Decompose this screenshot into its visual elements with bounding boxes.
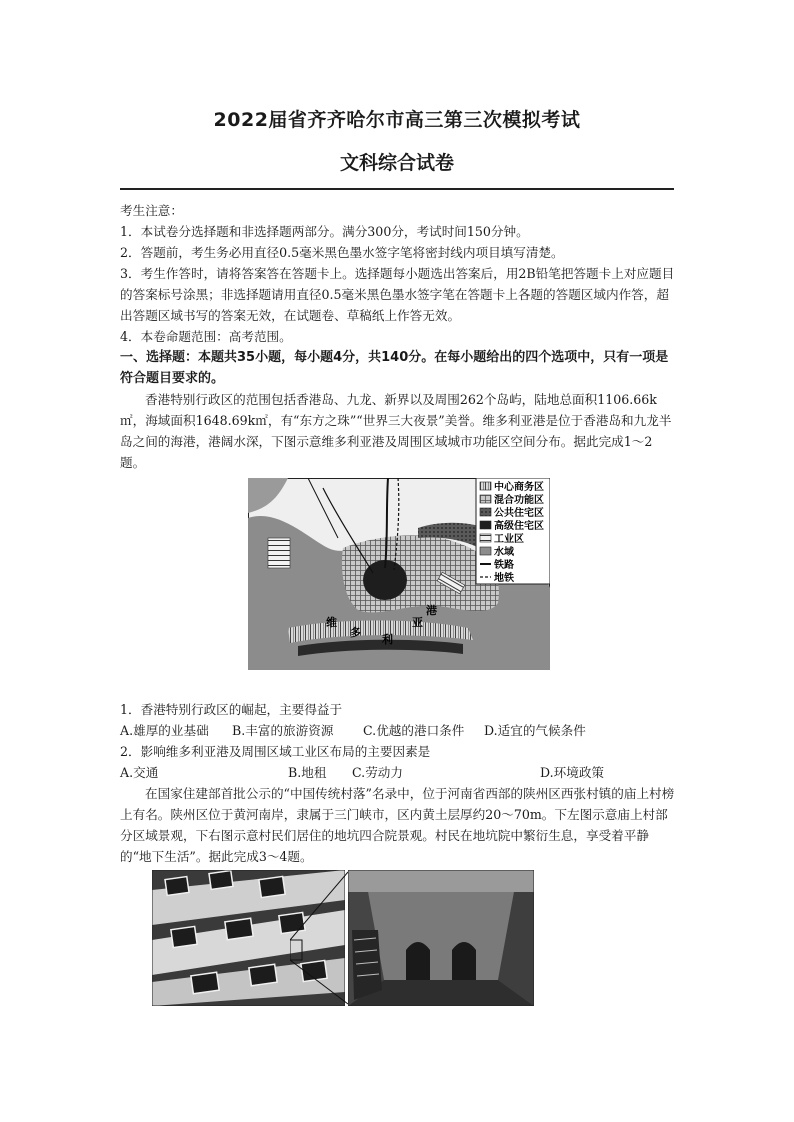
notice-item-4: 4．本卷命题范围：高考范围。 (120, 329, 292, 344)
q2-option-b: B.地租 (288, 765, 327, 780)
q1-option-a: A.雄厚的业基础 (120, 723, 209, 738)
legend-high: 高级住宅区 (494, 521, 544, 532)
section-heading: 一、选择题：本题共35小题，每小题4分，共140分。在每小题给出的四个选项中，只有一项是符合题目要求的。 (120, 350, 669, 386)
q2-option-d: D.环境政策 (540, 765, 605, 780)
legend-swatch-mixed (480, 495, 491, 503)
legend-swatch-high (480, 521, 491, 529)
harbour-char-4: 亚 (412, 616, 423, 629)
photo-connector (290, 870, 350, 1006)
q1-option-d: D.适宜的气候条件 (484, 723, 586, 738)
legend-rail: 铁路 (494, 560, 514, 571)
legend-swatch-industry (480, 534, 491, 542)
notice-heading: 考生注意： (120, 203, 183, 218)
notice-item-1: 1．本试卷分选择题和非选择题两部分。满分300分，考试时间150分钟。 (120, 224, 529, 239)
legend-swatch-water (480, 547, 491, 555)
victoria-harbour-map (248, 478, 550, 670)
harbour-char-3: 利 (382, 633, 393, 646)
exam-subtitle: 文科综合试卷 (339, 152, 454, 174)
harbour-char-2: 多 (350, 626, 361, 639)
notice-item-2: 2．答题前，考生务必用直径0.5毫米黑色墨水签字笔将密封线内项目填写清楚。 (120, 245, 564, 260)
passage-hong-kong: 香港特别行政区的范围包括香港岛、九龙、新界以及周围262个岛屿，陆地总面积1106.66k㎡，海域面积1648.69k㎡，有“东方之珠”“世界三大夜景”美誉。维多利亚港是位于香港岛和九龙半岛之间的海港，港阔水深，下图示意维多利亚港及周围区域城市功能区空间分布。据此完成1～2题。 (120, 392, 672, 470)
exam-title: 2022届省齐齐哈尔市高三第三次模拟考试 (213, 109, 581, 131)
q2-option-a: A.交通 (120, 765, 159, 780)
harbour-char-1: 维 (326, 616, 337, 629)
harbour-char-5: 港 (426, 604, 437, 617)
cave-courtyard-photo (348, 870, 534, 1006)
q1-option-b: B.丰富的旅游资源 (232, 723, 334, 738)
title-divider (120, 188, 674, 190)
legend-mixed: 混合功能区 (494, 495, 544, 506)
question-1-stem: 1．香港特别行政区的崛起，主要得益于 (120, 702, 343, 717)
map-industrial (268, 538, 290, 568)
legend-public: 公共住宅区 (494, 508, 544, 519)
q2-option-c: C.劳动力 (352, 765, 403, 780)
legend-swatch-public (480, 508, 491, 516)
notice-item-3: 3．考生作答时，请将答案答在答题卡上。选择题每小题选出答案后，用2B铅笔把答题卡上对应题目的答案标号涂黑；非选择题请用直径0.5毫米黑色墨水签字笔在答题卡上各题的答题区域内作答，超出答题区域书写的答案无效，在试题卷、草稿纸上作答无效。 (120, 266, 675, 323)
legend-industry: 工业区 (494, 534, 524, 545)
legend-swatch-cbd (480, 482, 491, 490)
legend-water: 水域 (494, 547, 514, 558)
q1-option-c: C.优越的港口条件 (363, 723, 465, 738)
legend-cbd: 中心商务区 (494, 482, 544, 493)
legend-metro: 地铁 (494, 573, 514, 584)
passage-miaoshang-village: 在国家住建部首批公示的“中国传统村落”名录中，位于河南省西部的陕州区西张村镇的庙上村榜上有名。陕州区位于黄河南岸，隶属于三门峡市，区内黄土层厚约20～70m。下左图示意庙上村部分区域景观，下右图示意村民们居住的地坑四合院景观。村民在地坑院中繁衍生息，享受着平静的“地下生活”。据此完成3～4题。 (120, 786, 675, 864)
question-2-stem: 2．影响维多利亚港及周围区域工业区布局的主要因素是 (120, 744, 431, 759)
